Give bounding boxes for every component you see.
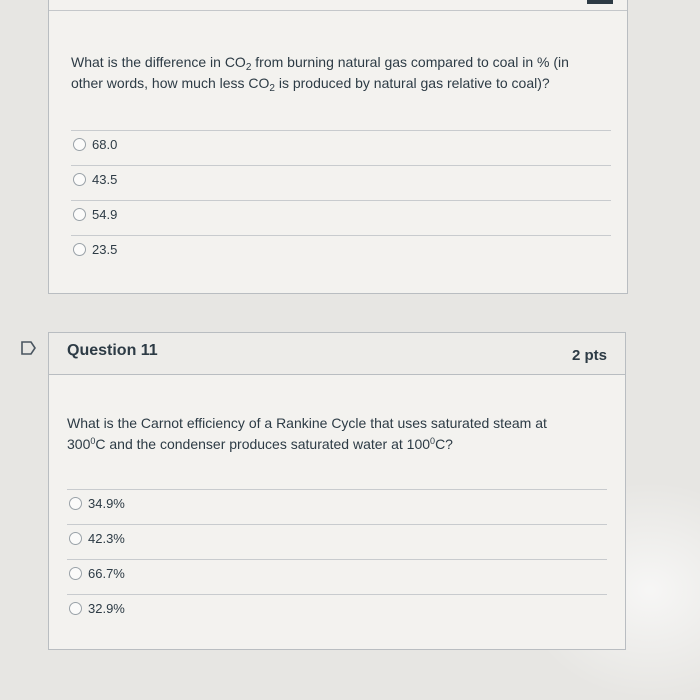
answer-label: 23.5 (92, 241, 118, 257)
question-title: Question 11 (67, 342, 158, 359)
answer-divider (67, 489, 607, 490)
question-10-line-2: other words, how much less $CO_2$ is produced by natural gas relative to coal)? (71, 75, 550, 94)
answer-divider (71, 235, 611, 236)
card-top-divider (49, 10, 627, 11)
answer-option[interactable] (73, 134, 117, 154)
answer-option[interactable] (73, 169, 117, 189)
answer-label: 66.7% (88, 565, 125, 581)
answer-divider (71, 130, 611, 131)
header-corner-mark (587, 0, 613, 4)
question-points: 2 pts (571, 347, 607, 364)
answer-divider (71, 200, 611, 201)
radio-icon[interactable] (73, 173, 86, 186)
answer-option[interactable] (73, 239, 117, 259)
radio-icon[interactable] (69, 532, 82, 545)
radio-icon[interactable] (69, 497, 82, 510)
question-11-text (67, 413, 607, 455)
question-10-card (48, 0, 628, 294)
question-11-header (49, 333, 625, 375)
question-11-line-1: What is the Carnot efficiency of a Rankine Cycle that uses saturated steam at (67, 415, 547, 431)
question-10-line-1: What is the difference in $CO_2$ from burning natural gas compared to coal in % (in (71, 54, 569, 73)
answer-divider (67, 594, 607, 595)
radio-icon[interactable] (73, 243, 86, 256)
radio-icon[interactable] (69, 567, 82, 580)
answer-option[interactable] (69, 493, 125, 513)
radio-icon[interactable] (73, 208, 86, 221)
flag-icon[interactable] (21, 341, 37, 355)
answer-label: 43.5 (92, 171, 118, 187)
question-11-line-2: $300^0C$ and the condenser produces saturated water at $100^0C$? (67, 436, 453, 452)
answer-option[interactable] (69, 598, 125, 618)
answer-label: 42.3% (88, 530, 125, 546)
answer-option[interactable] (69, 563, 125, 583)
answer-option[interactable] (69, 528, 125, 548)
question-10-text (71, 52, 611, 94)
question-11-card (48, 332, 626, 650)
answer-label: 54.9 (92, 206, 118, 222)
answer-option[interactable] (73, 204, 117, 224)
answer-divider (67, 559, 607, 560)
answer-divider (67, 524, 607, 525)
answer-divider (71, 165, 611, 166)
radio-icon[interactable] (73, 138, 86, 151)
radio-icon[interactable] (69, 602, 82, 615)
answer-label: 32.9% (88, 600, 125, 616)
answer-label: 68.0 (92, 136, 118, 152)
answer-label: 34.9% (88, 495, 125, 511)
